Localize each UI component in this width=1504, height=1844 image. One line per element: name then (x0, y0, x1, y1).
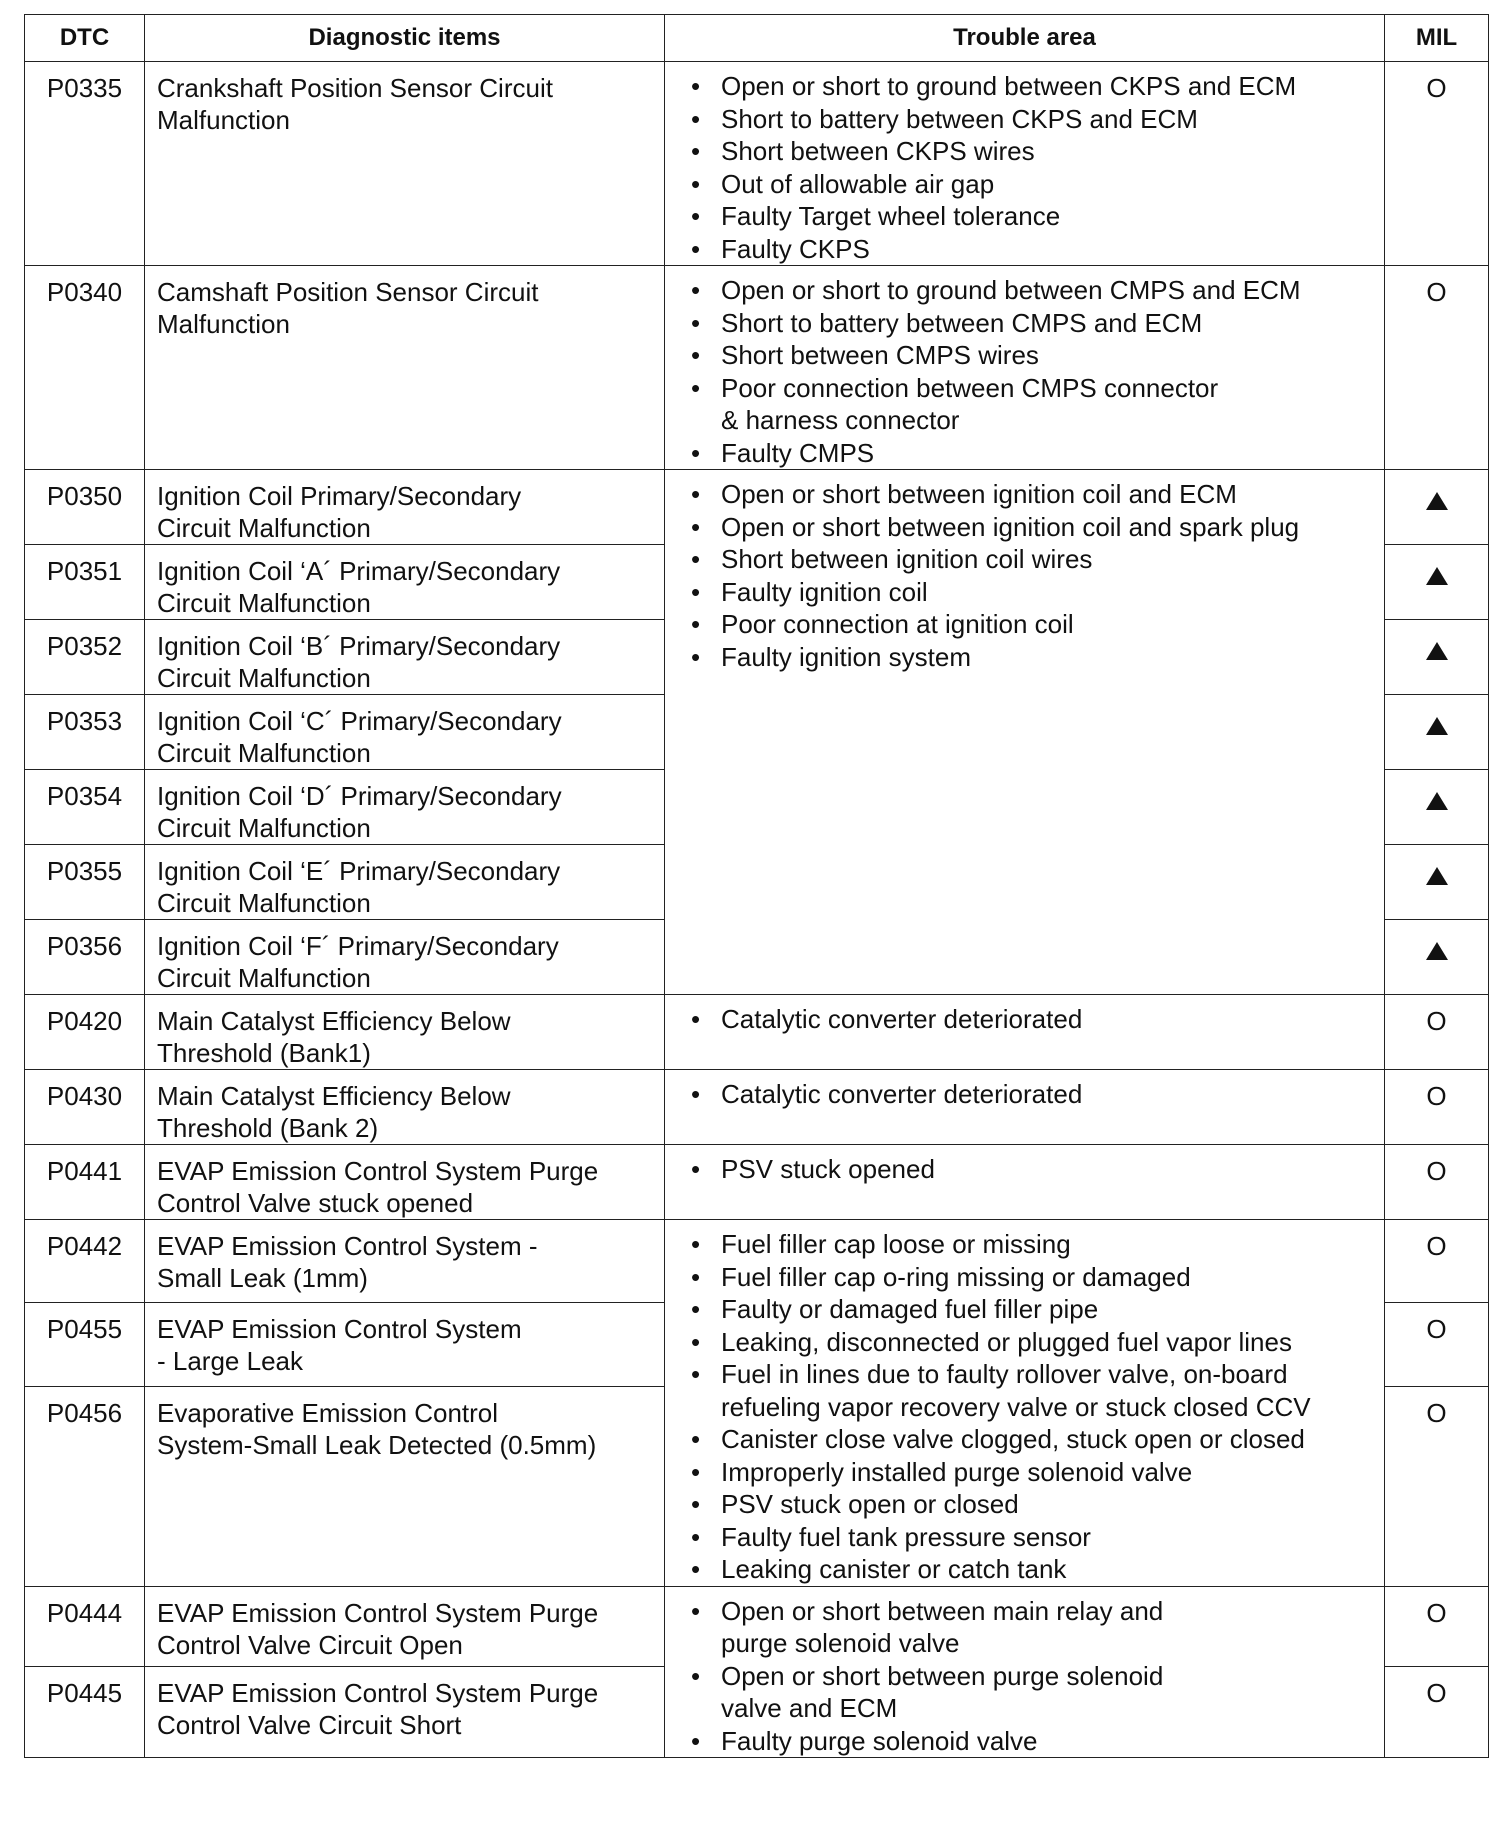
trouble-text: valve and ECM (721, 1693, 898, 1723)
mil-cell (1385, 920, 1489, 995)
diagnostic-item-line: Main Catalyst Efficiency Below (157, 1081, 511, 1111)
diagnostic-item-cell (145, 620, 665, 695)
trouble-area-cell (665, 62, 1385, 266)
trouble-area-cell (665, 1586, 1385, 1758)
mil-cell (1385, 1667, 1489, 1758)
diagnostic-item-cell (145, 995, 665, 1070)
mil-circle-icon: O (1426, 1314, 1447, 1345)
diagnostic-item-line: Malfunction (157, 105, 290, 135)
diagnostic-item-line: Crankshaft Position Sensor Circuit (157, 73, 553, 103)
diagnostic-item-line: - Large Leak (157, 1346, 303, 1377)
diagnostic-item-line: Circuit Malfunction (157, 888, 371, 918)
diagnostic-item-line: Control Valve Circuit Short (157, 1710, 462, 1741)
diagnostic-item-cell (145, 545, 665, 620)
diagnostic-item-line: Circuit Malfunction (157, 663, 371, 693)
trouble-area-cell (665, 995, 1385, 1070)
dtc-code-cell: P0356 (25, 920, 145, 995)
diagnostic-item-cell (145, 1586, 665, 1667)
trouble-list-item (691, 608, 1376, 641)
trouble-list-item (691, 103, 1376, 136)
trouble-text: Short between CKPS wires (721, 136, 1035, 166)
bullet-icon: • (691, 1424, 701, 1454)
mil-cell (1385, 1220, 1489, 1303)
diagnostic-item-line: EVAP Emission Control System Purge (157, 1597, 599, 1628)
trouble-list-item (691, 1456, 1376, 1489)
trouble-text: Fuel in lines due to faulty rollover valve, on-board (721, 1359, 1288, 1389)
dtc-code-cell: P0430 (25, 1070, 145, 1145)
bullet-icon: • (691, 1725, 701, 1756)
mil-cell (1385, 1145, 1489, 1220)
trouble-text: Out of allowable air gap (721, 168, 995, 199)
trouble-text: Short to battery between CKPS and ECM (721, 103, 1198, 134)
diagnostic-item-line: Circuit Malfunction (157, 963, 371, 993)
trouble-text: Fuel filler cap loose or missing (721, 1229, 1071, 1259)
mil-cell (1385, 470, 1489, 545)
trouble-text: Leaking canister or catch tank (721, 1554, 1067, 1584)
dtc-table-sheet (24, 14, 1488, 1832)
bullet-icon: • (691, 233, 701, 264)
diagnostic-item-cell (145, 1070, 665, 1145)
mil-triangle-icon (1426, 567, 1448, 585)
diagnostic-item-line: Ignition Coil Primary/Secondary (157, 481, 522, 511)
table-row (25, 62, 1489, 266)
dtc-code-cell: P0350 (25, 470, 145, 545)
table-row (25, 1145, 1489, 1220)
trouble-list (691, 1228, 1376, 1586)
mil-circle-icon: O (1426, 1006, 1447, 1036)
dtc-code-cell: P0444 (25, 1586, 145, 1667)
trouble-list-item (691, 1521, 1376, 1554)
mil-circle-icon: O (1426, 1231, 1447, 1261)
table-row (25, 266, 1489, 470)
diagnostic-item-line: Ignition Coil ‘E´ Primary/Secondary (157, 856, 561, 886)
trouble-text: Faulty ignition coil (721, 576, 928, 607)
diagnostic-item-cell (145, 770, 665, 845)
diagnostic-item-line: Ignition Coil ‘F´ Primary/Secondary (157, 931, 559, 961)
mil-circle-icon: O (1426, 1678, 1447, 1709)
trouble-list-item (691, 1725, 1376, 1758)
trouble-list (691, 1078, 1376, 1111)
trouble-text: PSV stuck opened (721, 1154, 935, 1184)
bullet-icon: • (691, 1456, 701, 1487)
trouble-text: Leaking, disconnected or plugged fuel vapor lines (721, 1326, 1292, 1357)
bullet-icon: • (691, 641, 701, 672)
trouble-list-item (691, 233, 1376, 266)
bullet-icon: • (691, 1261, 701, 1292)
diagnostic-item-cell (145, 845, 665, 920)
mil-triangle-icon (1426, 642, 1448, 660)
trouble-list-item (691, 372, 1376, 437)
bullet-icon: • (691, 275, 701, 305)
bullet-icon: • (691, 1554, 701, 1584)
mil-circle-icon: O (1426, 73, 1447, 103)
dtc-code-cell: P0354 (25, 770, 145, 845)
diagnostic-item-line: Ignition Coil ‘D´ Primary/Secondary (157, 781, 562, 811)
diagnostic-item-cell (145, 920, 665, 995)
trouble-list (691, 478, 1376, 673)
bullet-icon: • (691, 479, 701, 509)
trouble-text: Faulty CMPS (721, 437, 875, 468)
dtc-code-cell: P0340 (25, 266, 145, 470)
mil-triangle-icon (1426, 492, 1448, 510)
trouble-list-item (691, 1261, 1376, 1294)
trouble-list-item (691, 1228, 1376, 1261)
trouble-list-item (691, 1423, 1376, 1456)
mil-cell (1385, 770, 1489, 845)
mil-cell (1385, 1586, 1489, 1667)
diagnostic-item-line: Circuit Malfunction (157, 738, 371, 768)
bullet-icon: • (691, 1660, 701, 1691)
trouble-text: & harness connector (721, 405, 960, 435)
trouble-text: refueling vapor recovery valve or stuck closed CCV (721, 1391, 1311, 1422)
mil-circle-icon: O (1426, 1156, 1447, 1186)
mil-circle-icon: O (1426, 277, 1447, 307)
mil-cell (1385, 695, 1489, 770)
trouble-text: Short to battery between CMPS and ECM (721, 307, 1203, 338)
trouble-text: Faulty fuel tank pressure sensor (721, 1521, 1091, 1552)
trouble-area-cell (665, 1070, 1385, 1145)
trouble-list (691, 1153, 1376, 1186)
diagnostic-item-cell (145, 1386, 665, 1586)
dtc-code-cell: P0355 (25, 845, 145, 920)
header-row (25, 15, 1489, 62)
trouble-text: PSV stuck open or closed (721, 1489, 1019, 1519)
diagnostic-item-cell (145, 1303, 665, 1386)
table-row (25, 470, 1489, 545)
diagnostic-item-cell (145, 266, 665, 470)
trouble-list-item (691, 543, 1376, 576)
trouble-list-item (691, 1293, 1376, 1326)
trouble-list-item (691, 437, 1376, 470)
bullet-icon: • (691, 1489, 701, 1519)
trouble-list-item (691, 274, 1376, 307)
table-row (25, 1220, 1489, 1303)
table-row (25, 995, 1489, 1070)
table-row (25, 1586, 1489, 1667)
trouble-text: Fuel filler cap o-ring missing or damaged (721, 1261, 1191, 1292)
trouble-text: Short between CMPS wires (721, 340, 1039, 370)
bullet-icon: • (691, 1154, 701, 1184)
bullet-icon: • (691, 1359, 701, 1389)
diagnostic-item-line: Circuit Malfunction (157, 588, 371, 618)
bullet-icon: • (691, 103, 701, 134)
bullet-icon: • (691, 1004, 701, 1034)
mil-cell (1385, 845, 1489, 920)
trouble-text: Catalytic converter deteriorated (721, 1004, 1083, 1034)
bullet-icon: • (691, 136, 701, 166)
diagnostic-item-line: Evaporative Emission Control (157, 1397, 499, 1428)
trouble-text: Faulty ignition system (721, 641, 971, 672)
dtc-code-cell: P0353 (25, 695, 145, 770)
mil-cell (1385, 1303, 1489, 1386)
mil-triangle-icon (1426, 792, 1448, 810)
diagnostic-item-cell (145, 1220, 665, 1303)
dtc-code-cell: P0455 (25, 1303, 145, 1386)
header-dtc: DTC (25, 15, 145, 62)
dtc-code-cell: P0441 (25, 1145, 145, 1220)
trouble-list-item (691, 1553, 1376, 1586)
bullet-icon: • (691, 437, 701, 468)
dtc-code-cell: P0456 (25, 1386, 145, 1586)
table-body (25, 62, 1489, 1758)
trouble-list-item (691, 1595, 1376, 1660)
header-diagnostic-items: Diagnostic items (145, 15, 665, 62)
trouble-list-item (691, 307, 1376, 340)
trouble-list-item (691, 511, 1376, 544)
bullet-icon: • (691, 1229, 701, 1259)
diagnostic-item-cell (145, 470, 665, 545)
mil-triangle-icon (1426, 717, 1448, 735)
trouble-list-item (691, 478, 1376, 511)
trouble-text: Faulty or damaged fuel filler pipe (721, 1294, 1099, 1324)
dtc-table (24, 14, 1489, 1758)
bullet-icon: • (691, 1294, 701, 1324)
trouble-list-item (691, 1488, 1376, 1521)
trouble-list (691, 70, 1376, 265)
mil-cell (1385, 62, 1489, 266)
trouble-list-item (691, 1358, 1376, 1423)
trouble-area-cell (665, 266, 1385, 470)
dtc-code-cell: P0352 (25, 620, 145, 695)
mil-circle-icon: O (1426, 1397, 1447, 1428)
diagnostic-item-line: System-Small Leak Detected (0.5mm) (157, 1429, 597, 1460)
diagnostic-item-line: Main Catalyst Efficiency Below (157, 1006, 511, 1036)
trouble-list-item (691, 1153, 1376, 1186)
bullet-icon: • (691, 372, 701, 403)
diagnostic-item-line: EVAP Emission Control System Purge (157, 1156, 599, 1186)
trouble-text: Faulty Target wheel tolerance (721, 201, 1061, 231)
bullet-icon: • (691, 609, 701, 639)
trouble-list-item (691, 1326, 1376, 1359)
bullet-icon: • (691, 1521, 701, 1552)
trouble-text: Open or short between ignition coil and ECM (721, 479, 1237, 509)
trouble-text: Poor connection at ignition coil (721, 609, 1074, 639)
trouble-list-item (691, 576, 1376, 609)
bullet-icon: • (691, 511, 701, 542)
dtc-code-cell: P0335 (25, 62, 145, 266)
diagnostic-item-line: EVAP Emission Control System Purge (157, 1678, 599, 1709)
trouble-list (691, 274, 1376, 469)
trouble-list-item (691, 1078, 1376, 1111)
diagnostic-item-line: Threshold (Bank 2) (157, 1113, 379, 1143)
bullet-icon: • (691, 71, 701, 101)
dtc-code-cell: P0351 (25, 545, 145, 620)
mil-triangle-icon (1426, 942, 1448, 960)
diagnostic-item-line: EVAP Emission Control System - (157, 1231, 538, 1261)
mil-triangle-icon (1426, 867, 1448, 885)
trouble-text: Faulty purge solenoid valve (721, 1725, 1038, 1756)
diagnostic-item-line: Circuit Malfunction (157, 813, 371, 843)
header-mil: MIL (1385, 15, 1489, 62)
mil-cell (1385, 1070, 1489, 1145)
trouble-list-item (691, 339, 1376, 372)
diagnostic-item-line: Circuit Malfunction (157, 513, 371, 543)
trouble-text: Open or short between main relay and (721, 1595, 1164, 1626)
trouble-list-item (691, 168, 1376, 201)
trouble-text: Open or short between ignition coil and spark plug (721, 511, 1300, 542)
bullet-icon: • (691, 1595, 701, 1626)
trouble-text: purge solenoid valve (721, 1628, 960, 1658)
diagnostic-item-line: Ignition Coil ‘C´ Primary/Secondary (157, 706, 562, 736)
trouble-area-cell (665, 1220, 1385, 1587)
bullet-icon: • (691, 307, 701, 338)
dtc-code-cell: P0445 (25, 1667, 145, 1758)
diagnostic-item-line: Ignition Coil ‘A´ Primary/Secondary (157, 556, 561, 586)
trouble-list-item (691, 70, 1376, 103)
trouble-list (691, 1595, 1376, 1758)
bullet-icon: • (691, 168, 701, 199)
diagnostic-item-line: Control Valve stuck opened (157, 1188, 474, 1218)
mil-cell (1385, 995, 1489, 1070)
trouble-list-item (691, 200, 1376, 233)
trouble-list-item (691, 135, 1376, 168)
mil-cell (1385, 1386, 1489, 1586)
mil-circle-icon: O (1426, 1597, 1447, 1628)
trouble-text: Improperly installed purge solenoid valve (721, 1456, 1193, 1487)
table-row (25, 1070, 1489, 1145)
diagnostic-item-line: Control Valve Circuit Open (157, 1629, 463, 1660)
trouble-text: Poor connection between CMPS connector (721, 372, 1219, 403)
bullet-icon: • (691, 1326, 701, 1357)
mil-cell (1385, 545, 1489, 620)
dtc-code-cell: P0420 (25, 995, 145, 1070)
trouble-list-item (691, 1660, 1376, 1725)
trouble-text: Catalytic converter deteriorated (721, 1079, 1083, 1109)
bullet-icon: • (691, 1079, 701, 1109)
diagnostic-item-cell (145, 695, 665, 770)
trouble-text: Open or short to ground between CKPS and ECM (721, 71, 1297, 101)
dtc-code-cell: P0442 (25, 1220, 145, 1303)
mil-cell (1385, 620, 1489, 695)
bullet-icon: • (691, 340, 701, 370)
trouble-text: Short between ignition coil wires (721, 544, 1093, 574)
diagnostic-item-line: Small Leak (1mm) (157, 1263, 368, 1293)
trouble-list-item (691, 1003, 1376, 1036)
trouble-list-item (691, 641, 1376, 674)
diagnostic-item-cell (145, 62, 665, 266)
bullet-icon: • (691, 544, 701, 574)
trouble-area-cell (665, 1145, 1385, 1220)
trouble-text: Canister close valve clogged, stuck open or closed (721, 1424, 1305, 1454)
diagnostic-item-cell (145, 1145, 665, 1220)
diagnostic-item-line: EVAP Emission Control System (157, 1314, 522, 1345)
mil-cell (1385, 266, 1489, 470)
trouble-text: Open or short to ground between CMPS and ECM (721, 275, 1301, 305)
bullet-icon: • (691, 576, 701, 607)
trouble-area-cell (665, 470, 1385, 995)
diagnostic-item-line: Malfunction (157, 309, 290, 339)
trouble-text: Faulty CKPS (721, 233, 870, 264)
diagnostic-item-line: Threshold (Bank1) (157, 1038, 371, 1068)
bullet-icon: • (691, 201, 701, 231)
mil-circle-icon: O (1426, 1081, 1447, 1111)
diagnostic-item-line: Camshaft Position Sensor Circuit (157, 277, 539, 307)
diagnostic-item-line: Ignition Coil ‘B´ Primary/Secondary (157, 631, 561, 661)
diagnostic-item-cell (145, 1667, 665, 1758)
trouble-text: Open or short between purge solenoid (721, 1660, 1164, 1691)
header-trouble-area: Trouble area (665, 15, 1385, 62)
trouble-list (691, 1003, 1376, 1036)
